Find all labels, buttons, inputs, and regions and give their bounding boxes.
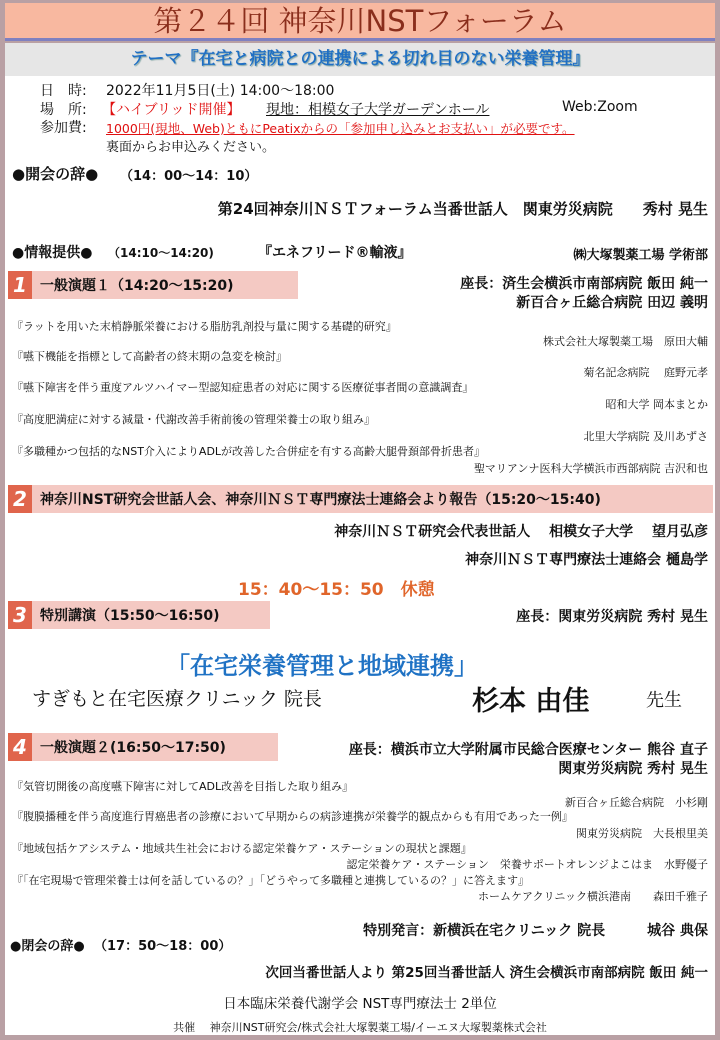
section-3-header <box>8 601 270 629</box>
chair-1: 座長：済生会横浜市南部病院 飯田 純一 <box>460 276 708 292</box>
fee-label: 参加費: <box>40 120 87 136</box>
place-label: 場 所: <box>40 102 87 118</box>
section-number: 3 <box>8 601 32 629</box>
theme-banner: テーマ『在宅と病院との連携による切れ目のない栄養管理』 <box>5 43 715 76</box>
place-venue: 現地：相模女子大学ガーデンホール <box>266 102 490 118</box>
talk-title: 『腹膜播種を伴う高度進行胃癌患者の診療において早期からの病診連携が栄養学的観点からも有用であった一例』 <box>12 810 573 823</box>
talk-title: 『嚥下障害を伴う重度アルツハイマー型認知症患者の対応に関する医療従事者間の意識調査』 <box>12 381 474 394</box>
talk-presenter: 昭和大学 岡本まとか <box>605 398 708 411</box>
break-time: 15：40～15：50 休憩 <box>238 580 435 600</box>
talk-title: 『多職種かつ包括的なNST介入によりADLが改善した合併症を有する高齢大腿骨頚部骨折患者』 <box>12 445 486 458</box>
opening-heading: ●開会の辞● <box>12 165 99 183</box>
place-web: Web:Zoom <box>562 99 638 115</box>
place-hybrid: 【ハイブリッド開催】 <box>102 102 241 118</box>
talk-presenter: 認定栄養ケア・ステーション 栄養サポートオレンジよこはま 水野優子 <box>346 858 708 871</box>
lecture-title: 「在宅栄養管理と地域連携」 <box>166 652 478 680</box>
talk-presenter: ホームケアクリニック横浜港南 森田千雅子 <box>477 890 708 903</box>
info-heading: ●情報提供● <box>12 245 93 261</box>
talk-presenter: 北里大学病院 及川あずさ <box>583 430 708 443</box>
talk-title: 『「在宅現場で管理栄養士は何を話しているの？」「どうやって多職種と連携しているの？」に答えます』 <box>12 874 529 887</box>
talk-title: 『地域包括ケアシステム・地域共生社会における認定栄養ケア・ステーションの現状と課題』 <box>12 842 472 855</box>
section-1-header <box>8 271 298 299</box>
section-label: 一般演題２(16:50～17:50) <box>40 740 226 756</box>
lecturer-honorific: 先生 <box>646 690 682 711</box>
info-title: 『エネフリード®輸液』 <box>258 245 412 261</box>
talk-title: 『嚥下機能を指標として高齢者の終末期の急変を検討』 <box>12 350 287 363</box>
section-2-header <box>8 485 713 513</box>
fee-text[interactable]: 1000円(現地、Web)ともにPeatixからの「参加申し込みとお支払い」が必要です。 <box>106 121 575 136</box>
talk-title: 『気管切開後の高度嚥下障害に対してADL改善を目指した取り組み』 <box>12 780 354 793</box>
info-by: ㈱大塚製薬工場 学術部 <box>573 248 708 263</box>
page-title: 第２４回 神奈川NSTフォーラム <box>5 3 715 41</box>
cohost-note: 共催 神奈川NST研究会/株式会社大塚製薬工場/イーエヌ大塚製薬株式会社 <box>173 1021 547 1034</box>
talk-presenter: 株式会社大塚製薬工場 原田大輔 <box>543 335 708 348</box>
talk-presenter: 菊名記念病院 庭野元孝 <box>583 366 708 379</box>
lecture-affiliation: すぎもと在宅医療クリニック 院長 <box>32 688 322 710</box>
section-number: 1 <box>8 271 32 299</box>
section-label: 神奈川NST研究会世話人会、神奈川ＮＳＴ専門療法士連絡会より報告（15:20～15:40) <box>40 492 601 508</box>
section-number: 4 <box>8 733 32 761</box>
chair-1: 座長：関東労災病院 秀村 晃生 <box>516 609 708 625</box>
section-4-header <box>8 733 278 761</box>
talk-presenter: 聖マリアンナ医科大学横浜市西部病院 吉沢和也 <box>473 462 708 475</box>
chair-2: 関東労災病院 秀村 晃生 <box>558 761 708 777</box>
lecturer-name: 杉本 由佳 <box>472 686 590 717</box>
report-line-1: 神奈川ＮＳＴ研究会代表世話人 相模女子大学 望月弘彦 <box>334 524 708 540</box>
section-label: 一般演題１（14:20～15:20) <box>40 278 234 294</box>
report-line-2: 神奈川ＮＳＴ専門療法士連絡会 樋島学 <box>465 552 708 568</box>
opening-speaker: 第24回神奈川ＮＳＴフォーラム当番世話人 関東労災病院 秀村 晃生 <box>217 200 708 218</box>
talk-title: 『ラットを用いた末梢静脈栄養における脂肪乳剤投与量に関する基礎的研究』 <box>12 320 397 333</box>
info-time: （14:10～14:20) <box>108 246 214 260</box>
closing-time: （17：50～18：00） <box>94 939 232 954</box>
section-number: 2 <box>8 485 32 513</box>
credit-note: 日本臨床栄養代謝学会 NST専門療法士 2単位 <box>223 996 497 1012</box>
section-label: 特別講演（15:50～16:50) <box>40 608 220 624</box>
date-label: 日 時: <box>40 83 87 99</box>
special-remark: 特別発言：新横浜在宅クリニック 院長 城谷 典保 <box>363 923 708 939</box>
opening-time: （14：00～14：10） <box>120 169 258 184</box>
closing-speaker: 次回当番世話人より 第25回当番世話人 済生会横浜市南部病院 飯田 純一 <box>265 965 708 981</box>
date-value: 2022年11月5日(土) 14:00～18:00 <box>106 83 335 99</box>
talk-presenter: 関東労災病院 大長根里美 <box>576 827 708 840</box>
talk-presenter: 新百合ヶ丘総合病院 小杉剛 <box>565 796 708 809</box>
fee-note: 裏面からお申込みください。 <box>106 140 276 155</box>
closing-heading: ●閉会の辞● <box>10 939 85 954</box>
talk-title: 『高度肥満症に対する減量・代謝改善手術前後の管理栄養士の取り組み』 <box>12 413 375 426</box>
chair-1: 座長：横浜市立大学附属市民総合医療センター 熊谷 直子 <box>348 742 708 758</box>
chair-2: 新百合ヶ丘総合病院 田辺 義明 <box>516 295 708 311</box>
